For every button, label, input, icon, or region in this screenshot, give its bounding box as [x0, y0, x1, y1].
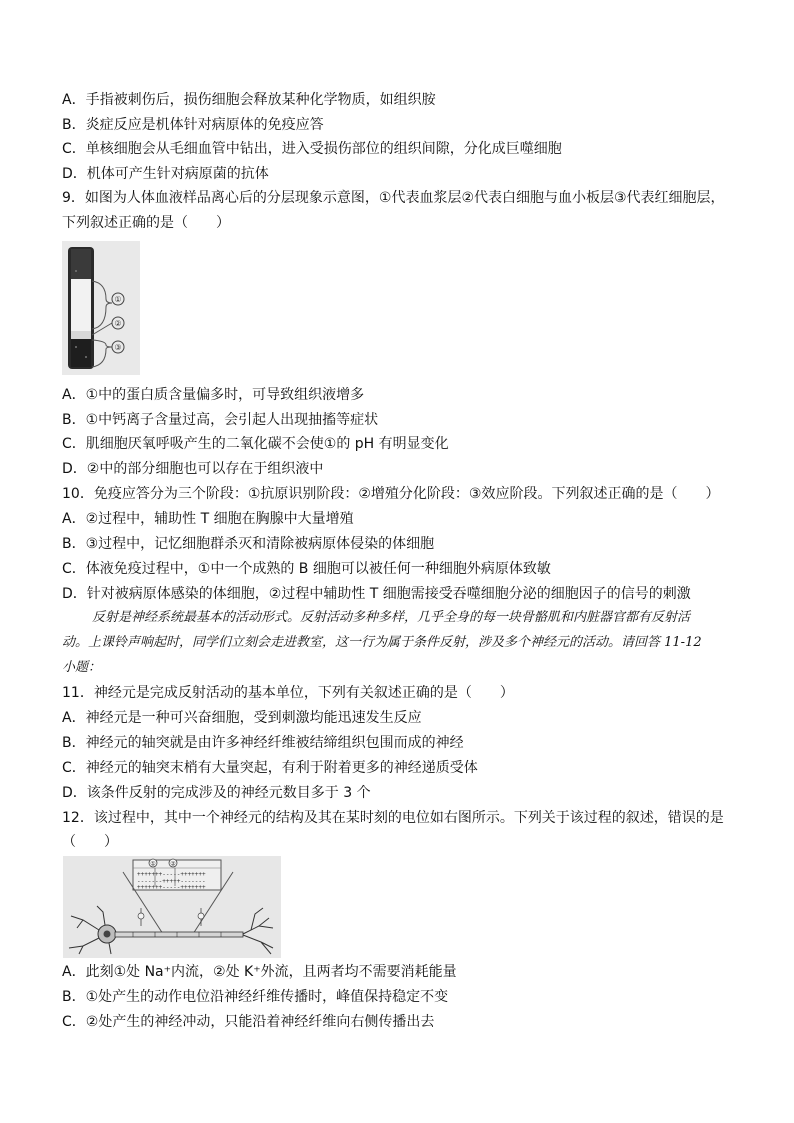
q8-option-a: A．手指被刺伤后，损伤细胞会释放某种化学物质，如组织胺	[62, 92, 436, 108]
tube-label-2: ②	[114, 319, 122, 328]
q12-option-c: C．②处产生的神经冲动，只能沿着神经纤维向右侧传播出去	[62, 1014, 435, 1030]
q9-option-a: A．①中的蛋白质含量偏多时，可导致组织液增多	[62, 387, 365, 403]
q12-option-a: A．此刻①处 Na⁺内流，②处 K⁺外流，且两者均不需要消耗能量	[62, 964, 457, 980]
q8-option-b: B．炎症反应是机体针对病原体的免疫应答	[62, 117, 324, 133]
q9-option-c: C．肌细胞厌氧呼吸产生的二氧化碳不会使①的 pH 有明显变化	[62, 436, 449, 452]
q12-stem-line1: 12．该过程中，其中一个神经元的结构及其在某时刻的电位如右图所示。下列关于该过程的叙述，错误的是	[62, 810, 724, 826]
neuron-label-2: ②	[170, 860, 176, 868]
q10-stem: 10．免疫应答分为三个阶段：①抗原识别阶段：②增殖分化阶段：③效应阶段。下列叙述正确的是（ ）	[62, 486, 720, 502]
tube-label-1: ①	[114, 295, 122, 304]
passage-line3: 小题：	[62, 660, 102, 675]
q10-option-d: D．针对被病原体感染的体细胞，②过程中辅助性 T 细胞需接受吞噬细胞分泌的细胞因子的信号的刺激	[62, 586, 691, 602]
q9-option-d: D．②中的部分细胞也可以存在于组织液中	[62, 461, 324, 477]
q9-stem-line2: 下列叙述正确的是（ ）	[62, 215, 230, 231]
q11-option-b: B．神经元的轴突就是由许多神经纤维被结缔组织包围而成的神经	[62, 735, 464, 751]
blood-tube-diagram	[62, 241, 140, 375]
q12-stem-line2: （ ）	[62, 834, 118, 850]
q12-option-b: B．①处产生的动作电位沿神经纤维传播时，峰值保持稳定不变	[62, 989, 449, 1005]
q11-option-c: C．神经元的轴突末梢有大量突起，有利于附着更多的神经递质受体	[62, 760, 478, 776]
svg-text:+++++++-----+++++++: +++++++-----+++++++	[137, 884, 206, 891]
q10-option-c: C．体液免疫过程中，①中一个成熟的 B 细胞可以被任何一种细胞外病原体致敏	[62, 561, 551, 577]
q10-option-a: A．②过程中，辅助性 T 细胞在胸腺中大量增殖	[62, 511, 354, 527]
tube-label-3: ③	[114, 343, 122, 352]
q8-option-d: D．机体可产生针对病原菌的抗体	[62, 166, 269, 182]
q9-option-b: B．①中钙离子含量过高，会引起人出现抽搐等症状	[62, 412, 379, 428]
passage-line2: 动。上课铃声响起时，同学们立刻会走进教室，这一行为属于条件反射，涉及多个神经元的活动。请回答 11-12	[62, 635, 702, 650]
svg-text:-------+++++-------: -------+++++-------	[137, 878, 206, 885]
q11-option-a: A．神经元是一种可兴奋细胞，受到刺激均能迅速发生反应	[62, 710, 422, 726]
svg-text:+++++++-----+++++++: +++++++-----+++++++	[137, 871, 206, 878]
q9-stem-line1: 9．如图为人体血液样品离心后的分层现象示意图，①代表血浆层②代表白细胞与血小板层③代表红细胞层，	[62, 190, 725, 206]
q10-option-b: B．③过程中，记忆细胞群杀灭和清除被病原体侵染的体细胞	[62, 536, 435, 552]
neuron-diagram	[63, 856, 281, 958]
neuron-figure	[63, 856, 281, 958]
q8-option-c: C．单核细胞会从毛细血管中钻出，进入受损伤部位的组织间隙，分化成巨噬细胞	[62, 141, 562, 157]
q11-option-d: D．该条件反射的完成涉及的神经元数目多于 3 个	[62, 785, 371, 801]
neuron-label-1: ①	[150, 860, 156, 868]
q11-stem: 11．神经元是完成反射活动的基本单位，下列有关叙述正确的是（ ）	[62, 685, 514, 701]
passage-line1: 反射是神经系统最基本的活动形式。反射活动多种多样，几乎全身的每一块骨骼肌和内脏器官都有反射活	[92, 610, 691, 625]
blood-tube-figure	[62, 241, 140, 375]
